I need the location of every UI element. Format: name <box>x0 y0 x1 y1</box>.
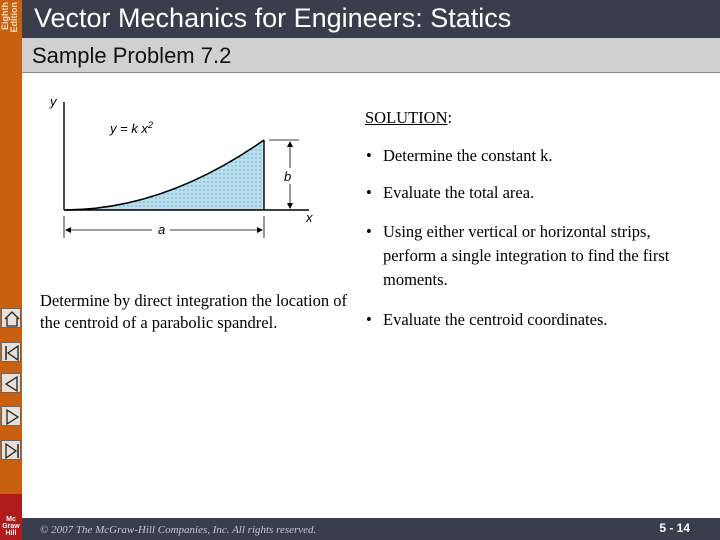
solution-step-text: Using either vertical or horizontal strips, perform a single integration to find the first moments. <box>383 222 670 289</box>
dim-b-label: b <box>284 169 292 184</box>
edition-word-edition: Edition <box>9 2 19 33</box>
dim-a-arrow-right <box>257 227 263 233</box>
curve-equation: y = k $x^2$ <box>110 120 153 136</box>
publisher-logo <box>0 494 22 540</box>
home-button[interactable] <box>1 308 21 328</box>
spandrel-area <box>64 140 264 210</box>
page-title: Vector Mechanics for Engineers: Statics <box>34 3 512 33</box>
next-slide-button[interactable] <box>1 406 21 426</box>
dim-b-arrow-bottom <box>287 203 293 209</box>
first-slide-button[interactable] <box>1 342 21 362</box>
bullet-marker: • <box>366 222 372 241</box>
subheader-bar <box>22 38 720 73</box>
problem-statement: Determine by direct integration the location of the centroid of a parabolic spandrel. <box>40 291 347 332</box>
copyright-notice: © 2007 The McGraw-Hill Companies, Inc. All rights reserved. <box>40 524 317 536</box>
page-number: 5 - 14 <box>659 521 690 535</box>
solution-heading <box>365 107 452 129</box>
first-slide-icon <box>2 343 22 363</box>
last-slide-button[interactable] <box>1 440 21 460</box>
dim-a-arrow-left <box>65 227 71 233</box>
edition-label <box>0 0 22 44</box>
solution-step-text: Determine the constant k. <box>383 146 553 165</box>
publisher-logo-text: Mc Graw Hill <box>2 516 20 537</box>
solution-step-text: Evaluate the total area. <box>383 183 535 202</box>
solution-step <box>366 308 696 332</box>
dim-a-label: a <box>158 222 166 237</box>
previous-slide-button[interactable] <box>1 373 21 393</box>
header-bar <box>22 0 720 38</box>
last-slide-icon <box>2 441 22 461</box>
solution-step <box>366 220 696 292</box>
dim-b-arrow-top <box>287 141 293 147</box>
y-axis-label: y <box>50 94 57 109</box>
next-slide-icon <box>2 407 22 427</box>
edition-word-eighth: Eighth <box>0 2 10 30</box>
slide-title: Sample Problem 7.2 <box>32 43 232 68</box>
previous-slide-icon <box>2 374 22 394</box>
bullet-marker: • <box>366 146 372 165</box>
bullet-marker: • <box>366 183 372 202</box>
solution-step <box>366 144 696 168</box>
sidebar <box>0 0 22 540</box>
solution-step <box>366 181 696 205</box>
bullet-marker: • <box>366 310 372 329</box>
footer-bar <box>22 518 720 540</box>
home-icon <box>2 309 22 329</box>
solution-heading-colon: : <box>447 108 453 127</box>
spandrel-figure <box>34 88 334 248</box>
x-axis-label: x <box>306 210 313 225</box>
solution-heading-text: SOLUTION <box>365 108 448 127</box>
solution-step-text: Evaluate the centroid coordinates. <box>383 310 608 329</box>
